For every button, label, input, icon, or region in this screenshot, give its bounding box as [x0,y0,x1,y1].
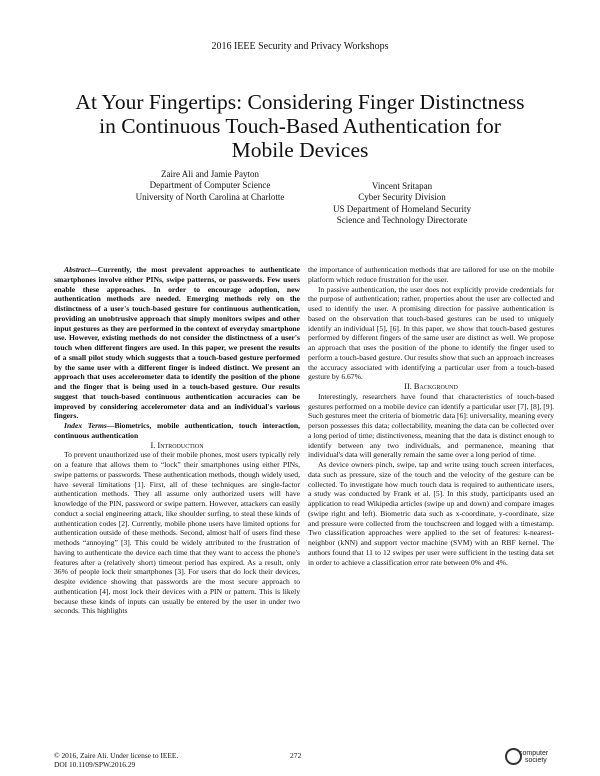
section-heading-background: II. Background [404,382,458,391]
abstract-label: Abstract— [64,265,98,274]
author-block-right [292,181,512,226]
doi: DOI 10.1109/SPW.2016.29 [54,760,136,770]
footer-left [54,751,178,770]
author-organization: US Department of Homeland Security [333,203,471,214]
abstract-text: Currently, the most prevalent approaches to authenticate smartphones involve either PINs, swipe patterns, or passwords. Few users enable these approaches. In order to encourage adoption, new authentication methods are needed. Emerging methods rely on the distinctness of a user's touch-based gesture for continuous authentication, providing an unobtrusive approach that simply monitors swipes and other input gestures as they are performed in the context of everyday smartphone use. However, existing methods do not consider the distinctness of a user's touch when different fingers are used. In this paper, we present the results of a small pilot study which suggests that a touch-based gesture performed by the same user with a different finger is indeed distinct. We present an approach that uses accelerometer data to identify the position of the phone and the finger that is being used in a touch-based gesture. Our results suggest that touch-based continuous authentication accuracies can be improved by considering accelerometer data and an individual's various fingers. [54,265,300,421]
author-names: Zaire Ali and Jamie Payton [161,169,259,179]
index-terms-text: Biometrics, mobile authentication, touch interaction, continuous authentication [54,421,300,440]
index-terms [54,421,300,441]
author-block-left [100,169,320,203]
section-heading-introduction: I. Introduction [150,440,204,450]
copyright-notice: © 2016, Zaire Ali. Under license to IEEE. [54,751,179,760]
left-column [54,265,300,616]
author-division: Cyber Security Division [358,192,446,203]
title-line-2: in Continuous Touch-Based Authentication for [99,114,501,138]
title-line-1: At Your Fingertips: Considering Finger Distinctness [75,90,525,114]
abstract [54,265,300,421]
intro-continuation: the importance of authentication methods that are tailored for use on the mobile platform which reduce frustration for the user. [308,265,554,284]
right-column [308,265,554,567]
index-terms-label: Index Terms— [64,421,115,430]
paper-title [40,90,560,162]
venue-header: 2016 IEEE Security and Privacy Workshops [211,41,389,52]
intro-paragraph-2: In passive authentication, the user does not explicitly provide credentials for the purpose of authentication; rather, properties about the user are collected and used to identify the user. A promising direction for passive authentication is based on the observation that touch-based gestures can be used to uniquely identify an individual [5], [6]. In this paper, we show that touch-based gestures performed by different fingers of the same user are distinct as well. We propose an approach that uses the position of the phone to identify the finger used to perform a touch-based gesture. Our results show that such an approach increases the accuracy associated with identifying a particular user from a touch-based gesture by 6.67%. [308,284,554,382]
background-paragraph-2: As device owners pinch, swipe, tap and write using touch screen interfaces, data such as pressure, size of the touch and the velocity of the gesture can be collected. To investigate how much touch data is required to authenticate users, a study was conducted by Frank et al. [5]. In this study, participants used an application to read Wikipedia articles (swipe up and down) and compare images (swipe right and left). Biometric data such as x-coordinate, y-coordinate, size and pressure were collected from the touchscreen and logged with a timestamp. Two classification approaches were applied to the set of features: k-nearest-neighbor (kNN) and support vector machine (SVM) with an RBF kernel. The authors found that 11 to 12 swipes per user were sufficient in the testing data set in order to achieve a classification error rate between 0% and 4%. [308,460,554,567]
background-paragraph-1: Interestingly, researchers have found that characteristics of touch-based gestures performed on a mobile device can identify a particular user [7], [8], [9]. Such gestures meet the criteria of biometric data [6]: universality, meaning every person possesses this data; collectability, meaning the data can be collected over a long period of time; distinctiveness, meaning that the data is distinct enough to identify between any two individuals, and permanence, meaning that individual's data will generally remain the same over a long period of time. [308,391,554,460]
author-department: Department of Computer Science [149,180,271,191]
logo-text [519,750,548,764]
logo-text-line-2: society [525,757,547,764]
author-name: Vincent Sritapan [371,181,433,191]
computer-society-logo [505,745,553,769]
page-number: 272 [290,751,302,760]
author-institution: University of North Carolina at Charlotte [135,191,285,202]
logo-text-line-1: computer [519,750,549,757]
intro-paragraph-1: To prevent unauthorized use of their mobile phones, most users typically rely on a feature that allows them to “lock” their smartphones using either PINs, swipe patterns or passwords. These authentication methods, though widely used, have several limitations [1]. First, all of these techniques are single-factor authentication methods. They all assume only authorized users will have knowledge of the PIN, password or swipe pattern. However, attackers can easily conduct a social engineering attack, like shoulder surfing, to steal these kinds of authentication codes [2]. Currently, mobile phone users have limited options for authentication outside of these methods. Second, almost half of users find these methods “annoying” [3]. This could be widely attributed to the frustration of having to authenticate the device each time that they want to access the phone's features after a (relatively short) timeout period has expired. As a result, only 36% of people lock their smartphones [3]. For users that do lock their devices, despite evidence showing that passwords are the most secure approach to authentication [4], most lock their devices with a PIN or pattern. This is likely because these kinds of inputs can usually be entered by the user in under two seconds. This highlights [54,450,300,616]
author-directorate: Science and Technology Directorate [336,214,468,225]
title-line-3: Mobile Devices [231,138,369,162]
